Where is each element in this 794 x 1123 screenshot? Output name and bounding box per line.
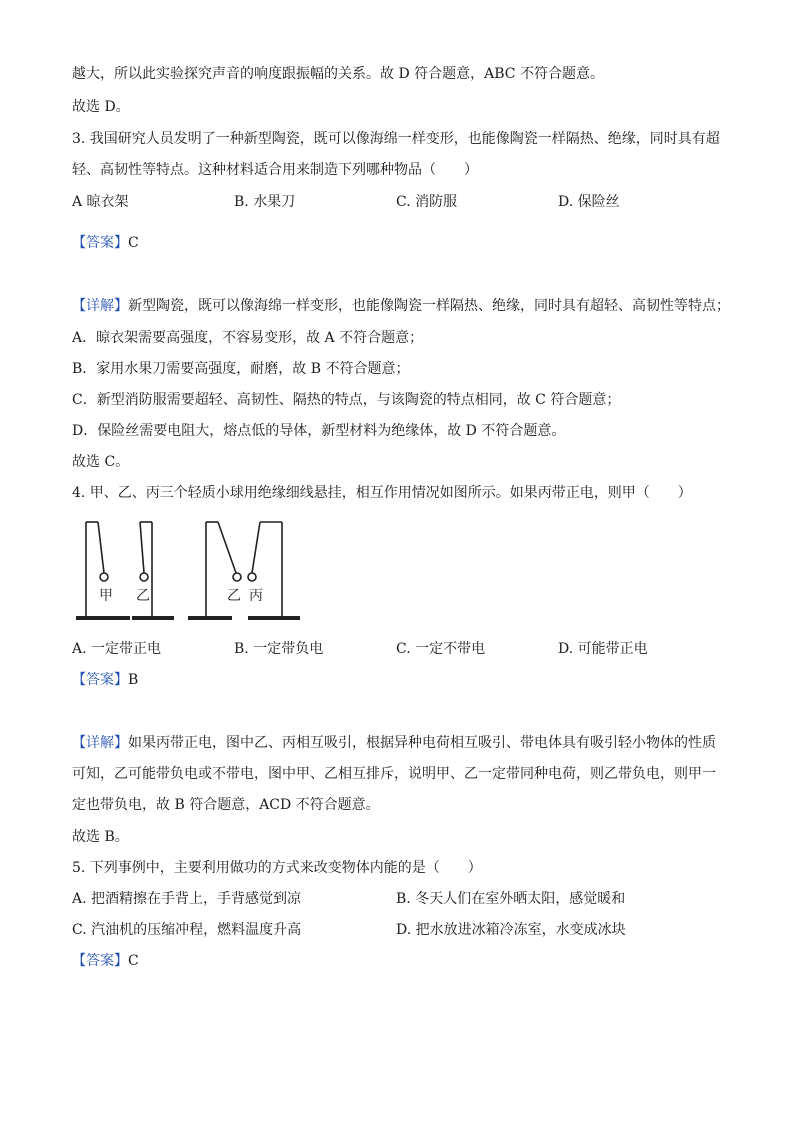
- q4-option-b: B. 一定带负电: [234, 641, 324, 657]
- q5-option-b: B. 冬天人们在室外晒太阳，感觉暖和: [396, 891, 626, 907]
- right-pair: [188, 522, 300, 618]
- answer-tag: 【答案】: [72, 235, 128, 251]
- q3-option-c: C. 消防服: [396, 194, 458, 210]
- label-yi-left: 乙: [136, 588, 150, 604]
- q5-option-a: A. 把酒精擦在手背上，手背感觉到凉: [72, 891, 302, 907]
- label-yi-right: 乙: [227, 588, 241, 604]
- q4-detail-text-1: 如果丙带正电，图中乙、丙相互吸引，根据异种电荷相互吸引、带电体具有吸引轻小物体的性质: [128, 735, 716, 751]
- detail-tag: 【详解】: [72, 735, 128, 751]
- q3-detail-line-2: A．晾衣架需要高强度，不容易变形，故 A 不符合题意；: [72, 330, 424, 346]
- q3-option-b: B. 水果刀: [234, 194, 296, 210]
- intro-line-2: 故选 D。: [72, 99, 130, 115]
- q3-detail-line-3: B．家用水果刀需要高强度，耐磨，故 B 不符合题意；: [72, 361, 410, 377]
- ball-yi-right: [233, 573, 241, 581]
- q5-options-row-1: [72, 889, 722, 909]
- label-jia: 甲: [99, 588, 113, 604]
- intro-line-1: 越大，所以此实验探究声音的响度跟振幅的关系。故 D 符合题意，ABC 不符合题意。: [72, 66, 604, 82]
- q4-answer: [72, 670, 138, 690]
- q3-option-a: A 晾衣架: [72, 194, 129, 210]
- q3-answer-value: C: [128, 235, 139, 251]
- q3-option-d: D. 保险丝: [558, 194, 620, 210]
- answer-tag: 【答案】: [72, 672, 128, 688]
- q3-detail-line-1: [72, 296, 730, 316]
- q4-option-d: D. 可能带正电: [558, 641, 648, 657]
- q3-conclusion: 故选 C。: [72, 454, 130, 470]
- q3-detail-line-4: C．新型消防服需要超轻、高韧性、隔热的特点，与该陶瓷的特点相同，故 C 符合题意；: [72, 392, 621, 408]
- q4-options: [72, 639, 722, 659]
- ball-bing: [248, 573, 256, 581]
- q4-option-c: C. 一定不带电: [396, 641, 486, 657]
- q4-detail-line-2: 可知，乙可能带负电或不带电，图中甲、乙相互排斥，说明甲、乙一定带同种电荷，则乙带负电，则甲一: [72, 766, 716, 782]
- q5-option-d: D. 把水放进冰箱冷冻室，水变成冰块: [396, 922, 626, 938]
- ball-jia: [100, 573, 108, 581]
- label-bing: 丙: [249, 588, 263, 604]
- q3-detail-line-5: D．保险丝需要电阻大，熔点低的导体，新型材料为绝缘体，故 D 不符合题意。: [72, 423, 566, 439]
- detail-tag: 【详解】: [72, 298, 128, 314]
- q4-answer-value: B: [128, 672, 139, 688]
- q5-options-row-2: [72, 920, 722, 940]
- q4-option-a: A. 一定带正电: [72, 641, 162, 657]
- ball-yi-left: [140, 573, 148, 581]
- answer-tag: 【答案】: [72, 953, 128, 969]
- q5-answer-value: C: [128, 953, 139, 969]
- q4-detail-line-1: [72, 733, 716, 753]
- q4-conclusion: 故选 B。: [72, 829, 129, 845]
- q3-answer: [72, 233, 139, 253]
- q4-figure: [72, 518, 312, 624]
- q5-stem: 5. 下列事例中，主要利用做功的方式来改变物体内能的是（ ）: [72, 860, 482, 876]
- q4-detail-line-3: 定也带负电，故 B 符合题意，ACD 不符合题意。: [72, 797, 380, 813]
- q5-option-c: C. 汽油机的压缩冲程，燃料温度升高: [72, 922, 302, 938]
- q3-stem-line-2: 轻、高韧性等特点。这种材料适合用来制造下列哪种物品（ ）: [72, 162, 478, 178]
- q4-stem: 4. 甲、乙、丙三个轻质小球用绝缘细线悬挂，相互作用情况如图所示。如果丙带正电，则甲（ ）: [72, 485, 692, 501]
- q3-options: [72, 192, 722, 212]
- left-pair: [76, 522, 174, 618]
- q3-detail-text-1: 新型陶瓷，既可以像海绵一样变形，也能像陶瓷一样隔热、绝缘，同时具有超轻、高韧性等特点；: [128, 298, 730, 314]
- q5-answer: [72, 951, 139, 971]
- q3-stem-line-1: 3. 我国研究人员发明了一种新型陶瓷，既可以像海绵一样变形，也能像陶瓷一样隔热、绝缘，同时具有超: [72, 131, 720, 147]
